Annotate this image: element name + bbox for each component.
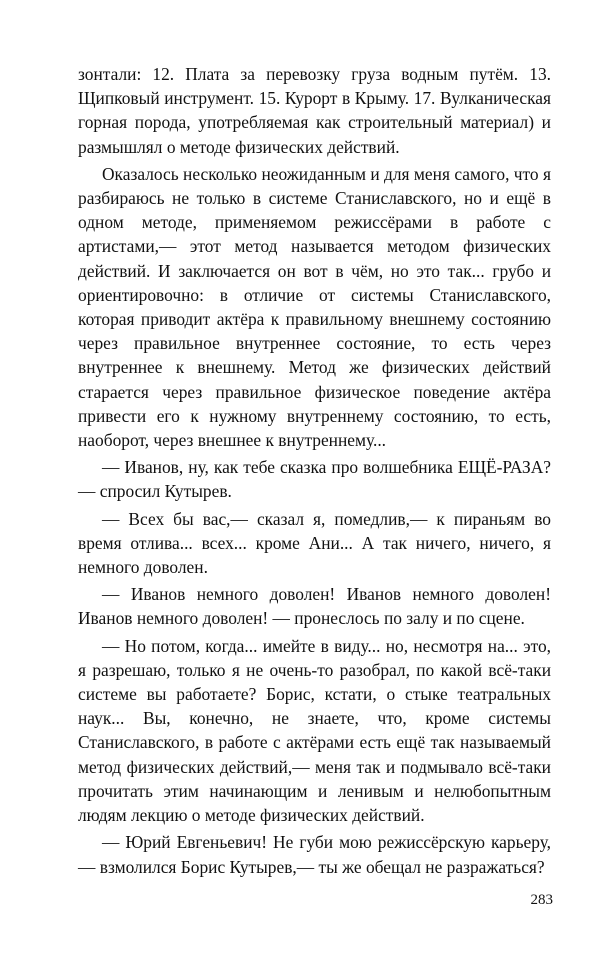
- paragraph-method-explanation: Оказалось несколько неожиданным и для меня самого, что я разбираюсь не только в системе Станиславского, но и ещё в одном методе, применяемом режиссёрами в работе с артистами,— этот метод называется методом физических действий. И заключается он вот в чём, но это так... грубо и ориентировочно: в отличие от системы Станиславского, которая приводит актёра к правильному внешнему состоянию через правильное внутреннее состояние, то есть через внутреннее к внешнему. Метод же физических действий старается через правильное физическое поведение актёра привести его к нужному внутреннему состоянию, то есть, наоборот, через внешнее к внутреннему...: [78, 163, 551, 451]
- page-number: 283: [530, 892, 553, 908]
- body-text: [78, 62, 551, 882]
- paragraph-dialogue-kutyrev-question: — Иванов, ну, как тебе сказка про волшебника ЕЩЁ-РАЗА? — спросил Кутырев.: [78, 457, 551, 502]
- paragraph-dialogue-piranhas: — Всех бы вас,— сказал я, помедлив,— к пираньям во время отлива... всех... кроме Ани... А так ничего, ничего, я немного доволен.: [78, 508, 551, 578]
- paragraph-dialogue-echo: — Иванов немного доволен! Иванов немного доволен! Иванов немного доволен! — пронеслось по залу и по сцене.: [78, 584, 551, 629]
- paragraph-crossword-continuation: зонтали: 12. Плата за перевозку груза водным путём. 13. Щипковый инструмент. 15. Курорт в Крыму. 17. Вулканическая горная порода, употребляемая как строительный материал) и размышлял о методе физических действий.: [78, 64, 551, 157]
- paragraph-dialogue-lecture: — Но потом, когда... имейте в виду... но, несмотря на... это, я разрешаю, только я не очень-то разобрал, по какой всё-таки системе вы работаете? Борис, кстати, о стыке театральных наук... Вы, конечно, не знаете, что, кроме системы Станиславского, в работе с актёрами есть ещё так называемый метод физических действий,— меня так и подмывало всё-таки прочитать этим начинающим и ленивым и нелюбопытным людям лекцию о методе физических действий.: [78, 635, 551, 826]
- paragraph-dialogue-career: — Юрий Евгеньевич! Не губи мою режиссёрскую карьеру,— взмолился Борис Кутырев,— ты же обещал не разражаться?: [78, 832, 551, 877]
